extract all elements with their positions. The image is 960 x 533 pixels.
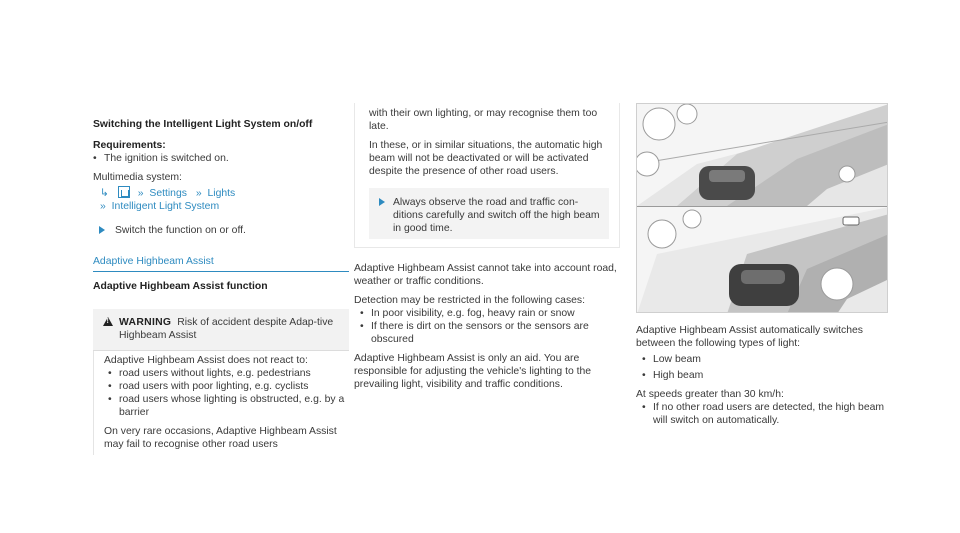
requirement-item: • The ignition is switched on. — [93, 152, 349, 165]
requirements-title: Requirements: — [93, 140, 166, 151]
warning-step — [369, 188, 609, 239]
multimedia-label: Multimedia system: — [93, 172, 182, 183]
nav-intelligent-light: Intelligent Light System — [111, 201, 220, 212]
section-title: Adaptive Highbeam Assist — [93, 255, 349, 272]
warning-tail: On very rare occasions, Adaptive Highbeam Assist may fail to recognise other road users — [104, 426, 337, 450]
continuation-text: with their own lighting, or may recognise them too late. — [369, 108, 598, 132]
warning-step-text: Always observe the road and traffic con-ditions carefully and switch off the high beam in good time. — [393, 197, 600, 234]
paragraph: Detection may be restricted in the following cases: — [354, 295, 586, 306]
nav-path-2 — [93, 200, 349, 213]
warning-intro: Adaptive Highbeam Assist does not react to: — [104, 355, 308, 366]
list-item: • If no other road users are detected, the high beam will switch on automatically. — [642, 401, 888, 427]
warning-body — [93, 351, 349, 455]
subsection-title: Adaptive Highbeam Assist function — [93, 281, 268, 292]
continuation-text: In these, or in similar situations, the automatic high beam will not be deactivated or will be activated despite the presence of other road users. — [369, 140, 603, 177]
illustration-drawing — [637, 104, 888, 313]
warning-continuation — [354, 103, 620, 248]
list-item: • If there is dirt on the sensors or the sensors are obscured — [360, 320, 620, 346]
low-beam-scene — [637, 104, 888, 206]
warning-header — [93, 309, 349, 351]
step-triangle-icon — [379, 198, 385, 206]
double-chevron-icon: » — [100, 201, 106, 212]
warning-triangle-icon — [103, 317, 113, 326]
instruction-step — [93, 224, 349, 237]
column-left — [93, 114, 349, 455]
list-item: • High beam — [642, 369, 888, 382]
paragraph: Adaptive Highbeam Assist cannot take into account road, weather or traffic conditions. — [354, 263, 617, 287]
high-beam-scene — [637, 207, 888, 313]
switching-heading: Switching the Intelligent Light System on/off — [93, 119, 313, 130]
nav-path-1 — [93, 184, 349, 200]
nav-settings: Settings — [149, 188, 187, 199]
column-right — [636, 103, 888, 427]
paragraph: Adaptive Highbeam Assist automatically switches between the following types of light: — [636, 325, 863, 349]
panel-divider — [637, 206, 887, 207]
step-triangle-icon — [99, 226, 105, 234]
paragraph: Adaptive Highbeam Assist is only an aid. You are responsible for adjusting the vehicle's lighting to the prevailing light, visibility and traffic conditions. — [354, 353, 592, 390]
headlight-illustration — [636, 103, 888, 313]
warning-label: WARNING — [119, 317, 172, 328]
right-body — [636, 324, 888, 427]
warning-item: • road users without lights, e.g. pedestrians — [108, 367, 349, 380]
warning-text: Risk of accident despite Adap-tive Highbeam Assist — [119, 317, 334, 341]
paragraph: At speeds greater than 30 km/h: — [636, 389, 784, 400]
double-chevron-icon: » — [137, 188, 144, 199]
home-icon — [118, 186, 130, 198]
step-text: Switch the function on or off. — [115, 225, 246, 236]
list-item: • Low beam — [642, 353, 888, 366]
column-middle — [354, 103, 620, 391]
warning-item: • road users whose lighting is obstructed, e.g. by a barrier — [108, 393, 349, 419]
warning-item: • road users with poor lighting, e.g. cyclists — [108, 380, 349, 393]
nav-lights: Lights — [207, 188, 236, 199]
return-arrow-icon: ↳ — [100, 188, 109, 199]
warning-box — [93, 309, 349, 455]
middle-body — [354, 262, 620, 391]
double-chevron-icon: » — [195, 188, 202, 199]
list-item: • In poor visibility, e.g. fog, heavy rain or snow — [360, 307, 620, 320]
